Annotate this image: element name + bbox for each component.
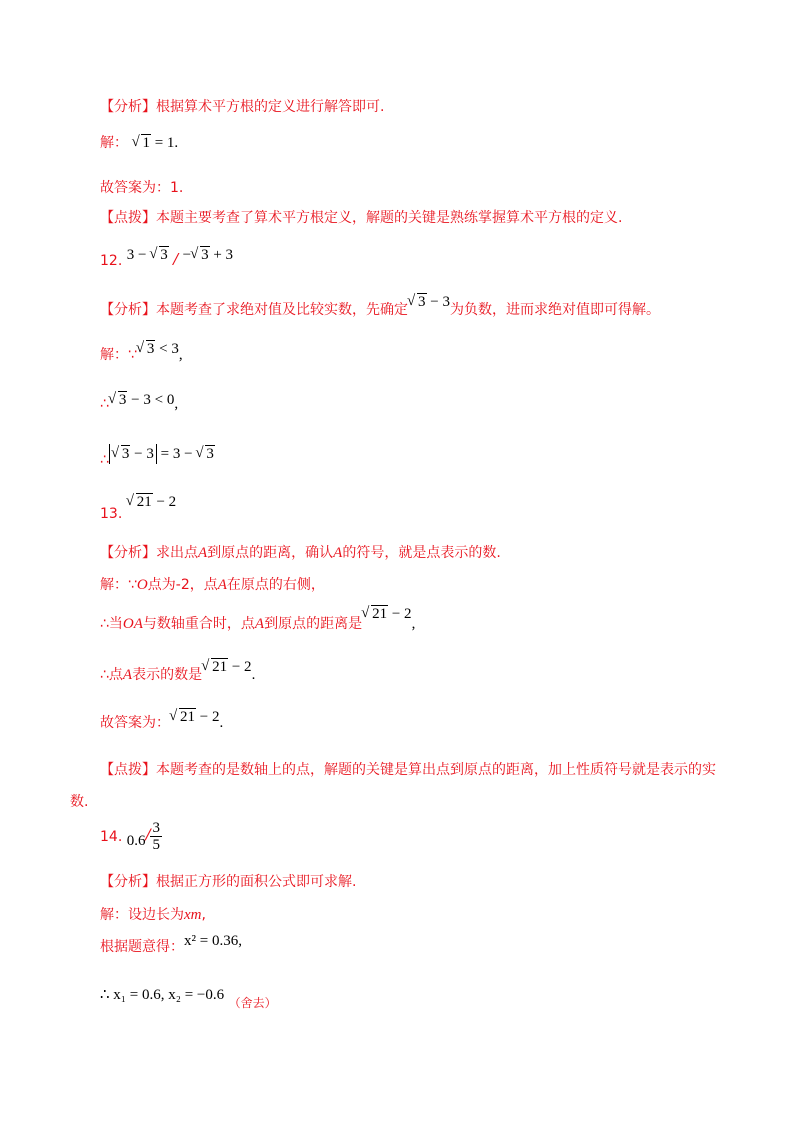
s11-analysis xyxy=(100,97,384,117)
answer-label: 故答案为： xyxy=(100,715,170,731)
solution-expression: √ 1 = 1 xyxy=(132,135,174,151)
point-o-label: O xyxy=(136,577,148,593)
s13-answer-line xyxy=(100,494,177,522)
s12-answer-line xyxy=(100,243,234,269)
analysis-text: 本题考查了求绝对值及比较实数，先确定 xyxy=(156,302,408,318)
analysis-text-2: 到原点的距离，确认 xyxy=(207,545,334,561)
answer-1: 0.6 xyxy=(126,832,146,849)
s14-analysis xyxy=(100,872,356,892)
s14-answer-line xyxy=(100,820,162,853)
answer-expression: √ 21 − 2 xyxy=(170,709,219,725)
analysis-text-3: 的符号，就是点表示的数. xyxy=(342,545,501,561)
s11-tip xyxy=(100,208,622,228)
therefore-symbol: ∴ xyxy=(100,452,109,468)
solution-text: 解：设边长为 xyxy=(100,907,184,923)
analysis-label: 【分析】 xyxy=(100,545,156,561)
solution-text-2: 与数轴重合时，点 xyxy=(142,616,255,632)
step-1-expression: √ 3 < 3 xyxy=(137,341,179,357)
s11-answer: 故答案为：1. xyxy=(100,180,184,196)
answer-separator: / xyxy=(145,824,151,845)
step-3-expression: √ 3 − 3 = 3 − √ 3 xyxy=(109,446,215,462)
s14-final xyxy=(100,985,277,1010)
point-a-label: A xyxy=(254,616,265,632)
equation-expression: x² = 0.36, xyxy=(184,933,242,949)
point-a-label: A xyxy=(198,545,208,561)
s14-equation xyxy=(100,933,242,957)
analysis-label: 【分析】 xyxy=(100,874,156,890)
analysis-text-1: 求出点 xyxy=(156,545,198,561)
tip-text: 本题考查的是数轴上的点，解题的关键是算出点到原点的距离，加上性质符号就是表示的实 xyxy=(156,762,716,778)
analysis-label: 【分析】 xyxy=(100,99,156,115)
solution-text-3: 到原点的距离是 xyxy=(264,616,363,632)
therefore-symbol: ∴ xyxy=(100,396,109,412)
s13-tip xyxy=(100,760,716,780)
value-expression: √ 21 − 2 xyxy=(202,659,251,675)
s13-answer: 故答案为：√ 21 − 2. xyxy=(100,713,223,733)
variable-label: xm xyxy=(184,907,202,923)
question-number: 14. xyxy=(100,828,123,845)
answer-separator: / xyxy=(173,249,179,269)
s14-solution xyxy=(100,905,206,925)
solution-text-2: 点为-2，点 xyxy=(147,577,218,593)
point-a-label: A xyxy=(217,577,227,593)
tip-label: 【点拨】 xyxy=(100,762,156,778)
question-number: 12. xyxy=(100,253,123,269)
answer-1: 3 − √ 3 xyxy=(127,247,169,263)
solution-text-1: ∴当 xyxy=(100,616,123,632)
s13-solution-2: ∴当OA与数轴重合时，点A到原点的距离是√ 21 − 2, xyxy=(100,614,415,634)
answer-2-fraction: $\frac{3}{5}$ xyxy=(152,820,160,853)
s11-solution: 解： √ 1 = 1. xyxy=(100,133,178,153)
s12-step-1: 解：∵√ 3 < 3, xyxy=(100,345,183,365)
s13-analysis xyxy=(100,543,501,563)
answer-2: −√ 3 + 3 xyxy=(183,247,233,263)
analysis-text: 根据正方形的面积公式即可求解. xyxy=(156,874,357,890)
question-number: 13. xyxy=(100,506,123,522)
solution-end: , xyxy=(201,907,206,923)
analysis-text: 根据算术平方根的定义进行解答即可. xyxy=(156,99,385,115)
analysis-text-2: 为负数，进而求绝对值即可得解。 xyxy=(449,302,660,318)
s12-analysis xyxy=(100,294,660,320)
solution-text-3: 在原点的右侧， xyxy=(226,577,325,593)
s13-solution-1 xyxy=(100,575,325,595)
s12-step-3 xyxy=(100,444,215,468)
solution-text-1: 解：∵ xyxy=(100,577,137,593)
final-expression: ∴ x₁ = 0.6, x₂ = −0.6 xyxy=(100,987,225,1003)
solution-label: 解：∵ xyxy=(100,347,137,363)
solution-text-2: 表示的数是 xyxy=(132,667,203,683)
final-note: （舍去） xyxy=(228,996,277,1010)
equation-label: 根据题意得： xyxy=(100,939,184,955)
point-a-label: A xyxy=(122,667,133,683)
solution-label: 解： xyxy=(100,135,128,151)
segment-oa-label: OA xyxy=(122,616,143,632)
point-a-label: A xyxy=(333,545,343,561)
analysis-expression: √ 3 − 3 xyxy=(408,294,450,310)
step-2-expression: √ 3 − 3 < 0 xyxy=(109,392,174,408)
analysis-label: 【分析】 xyxy=(100,302,156,318)
tip-label: 【点拨】 xyxy=(100,210,156,226)
solution-text-1: ∴点 xyxy=(100,667,123,683)
tip-text: 本题主要考查了算术平方根定义，解题的关键是熟练掌握算术平方根的定义. xyxy=(156,210,623,226)
s13-solution-3: ∴点A表示的数是√ 21 − 2. xyxy=(100,665,255,685)
s12-step-2: ∴√ 3 − 3 < 0, xyxy=(100,394,178,414)
s13-tip-wrap: 数. xyxy=(70,794,89,810)
distance-expression: √ 21 − 2 xyxy=(362,606,411,622)
answer-expression: √ 21 − 2 xyxy=(127,494,176,510)
